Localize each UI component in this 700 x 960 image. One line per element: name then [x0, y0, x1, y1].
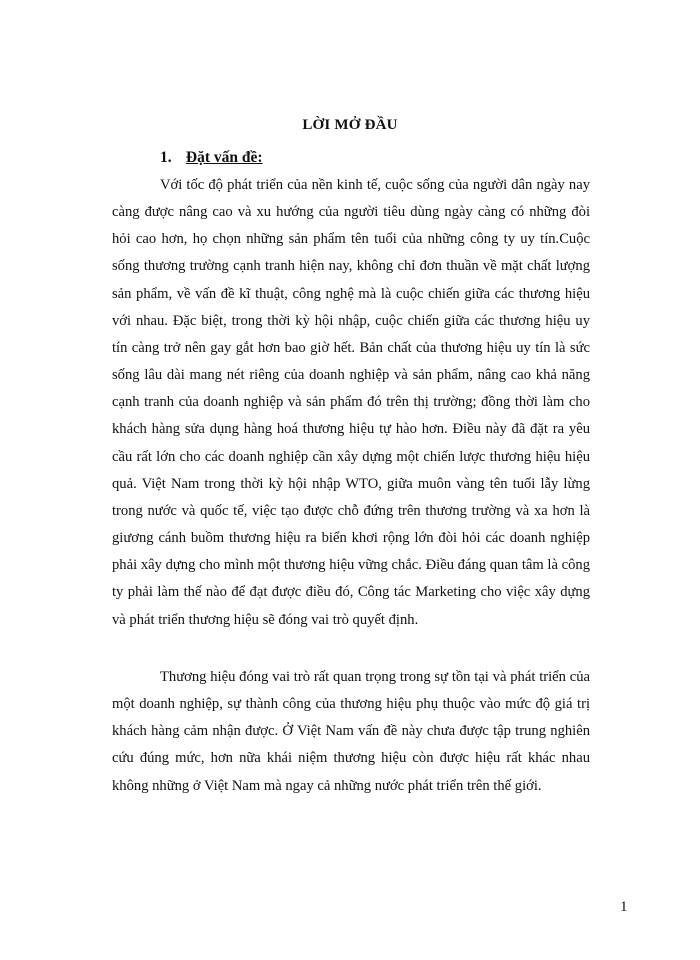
page-title: LỜI MỞ ĐẦU — [302, 117, 398, 133]
section-heading-label: Đặt vấn đề: — [185, 149, 263, 166]
paragraph-1: Với tốc độ phát triển của nền kinh tế, cuộc sống của người dân ngày nay càng được nâng cao và xu hướng của người tiêu dùng ngày càng có những đòi hỏi cao hơn, họ chọn những sản phẩm tên tuổi của những công ty uy tín.Cuộc sống thương trường cạnh tranh hiện nay, không chỉ đơn thuần về mặt chất lượng sản phẩm, về vấn đề kĩ thuật, công nghệ mà là cuộc chiến giữa các thương hiệu với nhau. Đặc biệt, trong thời kỳ hội nhập, cuộc chiến giữa các thương hiệu uy tín càng trở nên gay gắt hơn bao giờ hết. Bản chất của thương hiệu uy tín là sức sống lâu dài mang nét riêng của doanh nghiệp và sản phẩm, nâng cao khả năng cạnh tranh của doanh nghiệp và sản phẩm đó trên thị trường; đồng thời làm cho khách hàng sửa dụng hàng hoá thương hiệu tự hào hơn. Điều này đã đặt ra yêu cầu rất lớn cho các doanh nghiệp cần xây dựng một chiến lược thương hiệu hiệu quả. Việt Nam trong thời kỳ hội nhập WTO, giữa muôn vàng tên tuổi lẫy lừng trong nước và quốc tế, việc tạo được chỗ đứng trên thương trường và xa hơn là giương cánh buồm thương hiệu ra biển khơi rộng lớn đòi hỏi các doanh nghiệp phải xây dựng cho mình một thương hiệu vững chắc. Điều đáng quan tâm là công ty phải làm thế nào để đạt được điều đó, Công tác Marketing cho việc xây dựng và phát triển thương hiệu sẽ đóng vai trò quyết định. — [112, 177, 590, 628]
section-heading — [160, 149, 263, 167]
paragraph-2: Thương hiệu đóng vai trò rất quan trọng trong sự tồn tại và phát triển của một doanh nghiệp, sự thành công của thương hiệu phụ thuộc vào mức độ giá trị khách hàng cảm nhận được. Ở Việt Nam vấn đề này chưa được tập trung nghiên cứu đúng mức, hơn nữa khái niệm thương hiệu còn được hiệu rất khác nhau không những ở Việt Nam mà ngay cả những nước phát triển trên thế giới. — [112, 669, 590, 794]
section-number: 1. — [160, 149, 172, 166]
page-number: 1 — [620, 899, 628, 915]
